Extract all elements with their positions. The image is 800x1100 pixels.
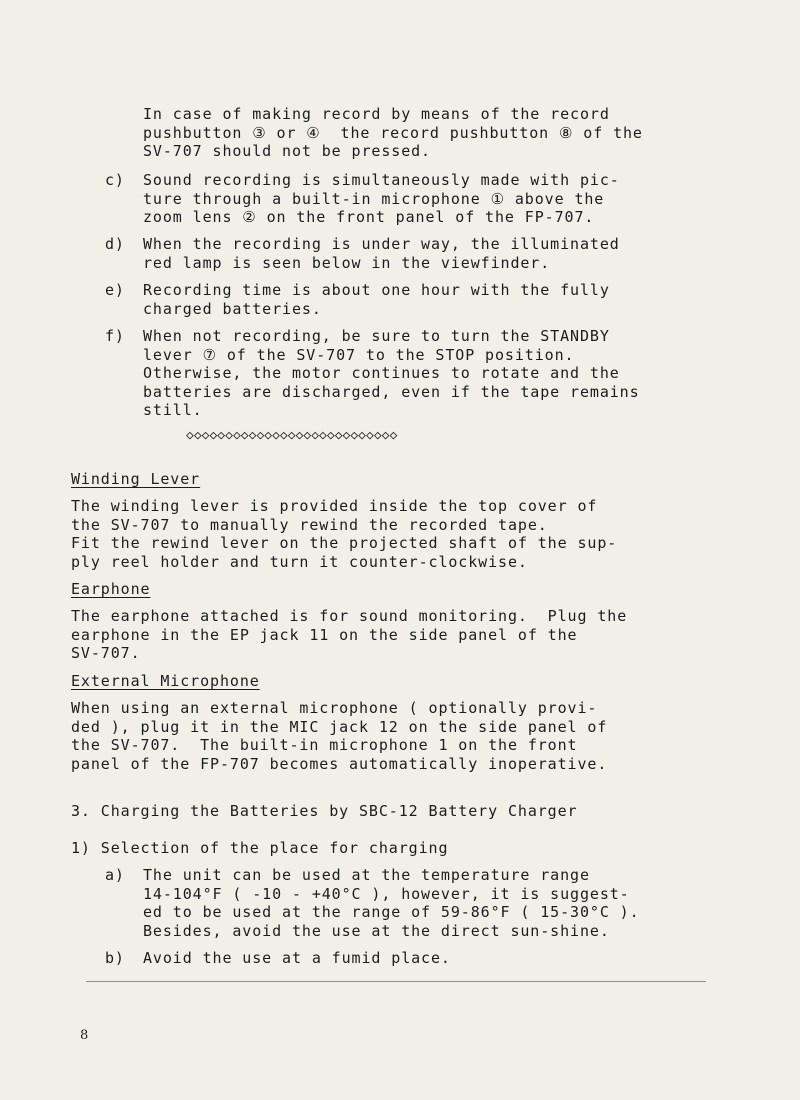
item-label-b: b) bbox=[105, 949, 125, 967]
diamond-ornament-divider: ◇◇◇◇◇◇◇◇◇◇◇◇◇◇◇◇◇◇◇◇◇◇◇◇◇◇◇ bbox=[186, 428, 398, 443]
text-line: Besides, avoid the use at the direct sun-shine. bbox=[143, 921, 610, 940]
item-c-text bbox=[143, 171, 620, 227]
text-line: Sound recording is simultaneously made with pic- bbox=[143, 171, 620, 189]
subheading-text: 1) Selection of the place for charging bbox=[71, 839, 449, 857]
text-line: batteries are discharged, even if the tape remains bbox=[143, 382, 640, 401]
text-line: Avoid the use at a fumid place. bbox=[143, 949, 451, 967]
text-line: pushbutton ③ or ④ the record pushbutton ⑧ of the bbox=[143, 123, 643, 142]
item-a-text bbox=[143, 866, 640, 940]
section-heading-earphone: Earphone bbox=[71, 580, 151, 598]
text-line: still. bbox=[143, 401, 203, 419]
item-label-a: a) bbox=[105, 866, 125, 884]
item-label-c: c) bbox=[105, 171, 125, 189]
text-line: The unit can be used at the temperature range bbox=[143, 866, 590, 884]
item-e-text bbox=[143, 281, 610, 318]
horizontal-rule bbox=[86, 981, 706, 982]
item-label-d: d) bbox=[105, 235, 125, 253]
item-b-text bbox=[143, 949, 451, 968]
section-heading-external-microphone: External Microphone bbox=[71, 672, 260, 690]
text-line: SV-707. bbox=[71, 644, 141, 662]
intro-paragraph bbox=[143, 105, 643, 161]
text-line: charged batteries. bbox=[143, 299, 322, 318]
page-number: 8 bbox=[80, 1028, 89, 1043]
text-line: lever ⑦ of the SV-707 to the STOP position. bbox=[143, 345, 575, 364]
text-line: The earphone attached is for sound monitoring. Plug the bbox=[71, 607, 628, 625]
text-line: SV-707 should not be pressed. bbox=[143, 142, 431, 160]
earphone-text bbox=[71, 607, 627, 663]
text-line: ply reel holder and turn it counter-clockwise. bbox=[71, 552, 528, 571]
item-label-e: e) bbox=[105, 281, 125, 299]
text-line: When using an external microphone ( optionally provi- bbox=[71, 699, 598, 717]
text-line: panel of the FP-707 becomes automatically inoperative. bbox=[71, 754, 608, 773]
text-line: Recording time is about one hour with the fully bbox=[143, 281, 610, 299]
item-d-text bbox=[143, 235, 620, 272]
winding-lever-text bbox=[71, 497, 617, 571]
text-line: The winding lever is provided inside the top cover of bbox=[71, 497, 598, 515]
item-label-f: f) bbox=[105, 327, 125, 345]
text-line: In case of making record by means of the record bbox=[143, 105, 610, 123]
text-line: ded ), plug it in the MIC jack 12 on the side panel of bbox=[71, 717, 608, 736]
section-heading-winding-lever: Winding Lever bbox=[71, 470, 201, 488]
text-line: ed to be used at the range of 59-86°F ( 15-30°C ). bbox=[143, 903, 640, 921]
text-line: earphone in the EP jack 11 on the side panel of the bbox=[71, 625, 578, 644]
text-line: the SV-707. The built-in microphone 1 on the front bbox=[71, 736, 578, 754]
text-line: Fit the rewind lever on the projected shaft of the sup- bbox=[71, 534, 618, 552]
text-line: 14-104°F ( -10 - +40°C ), however, it is suggest- bbox=[143, 884, 630, 903]
text-line: zoom lens ② on the front panel of the FP-707. bbox=[143, 208, 595, 226]
text-line: When the recording is under way, the illuminated bbox=[143, 235, 620, 253]
section-title-text: 3. Charging the Batteries by SBC-12 Battery Charger bbox=[71, 802, 578, 820]
text-line: red lamp is seen below in the viewfinder. bbox=[143, 253, 551, 272]
text-line: When not recording, be sure to turn the STANDBY bbox=[143, 327, 610, 345]
text-line: ture through a built-in microphone ① above the bbox=[143, 189, 605, 208]
item-f-text bbox=[143, 327, 640, 420]
text-line: the SV-707 to manually rewind the recorded tape. bbox=[71, 515, 548, 534]
text-line: Otherwise, the motor continues to rotate and the bbox=[143, 364, 620, 382]
section-3-subheading bbox=[71, 839, 448, 858]
external-microphone-text bbox=[71, 699, 607, 773]
section-3-title bbox=[71, 802, 577, 821]
